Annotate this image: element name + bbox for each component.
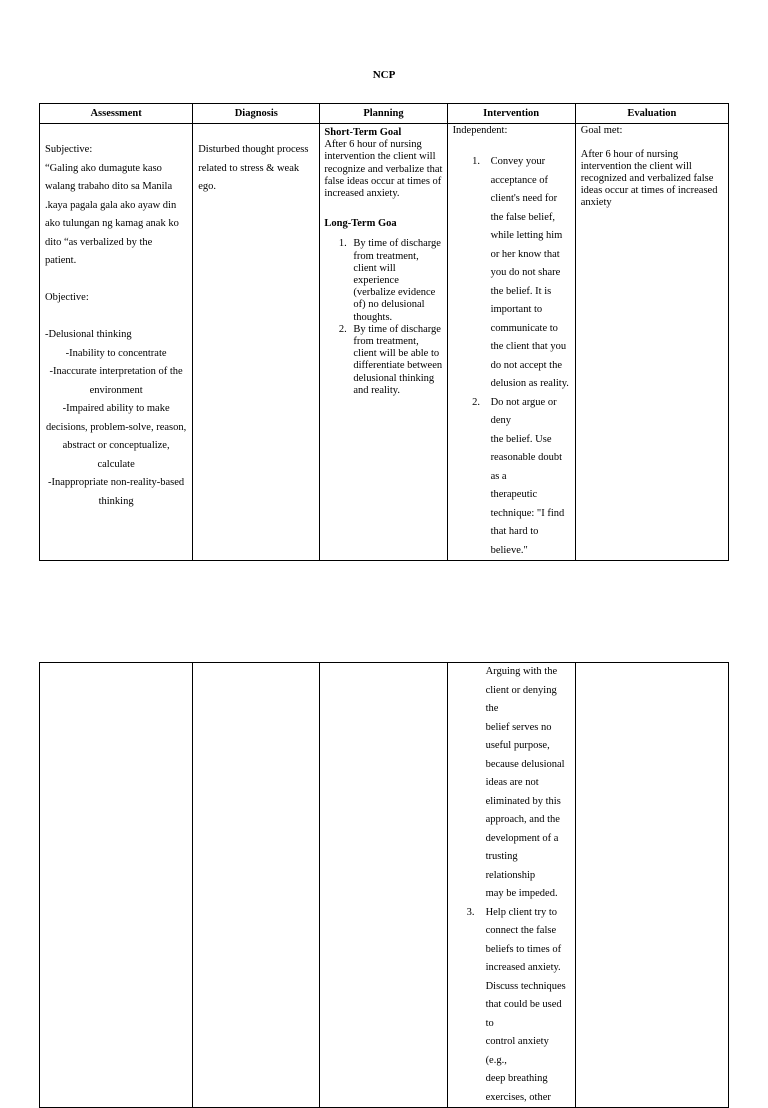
intervention-line: 1. Convey your [490,156,546,167]
diagnosis-line: related to stress & weak [198,162,300,174]
intervention-line: exercises, other [485,1091,551,1103]
diagnosis-line: Disturbed thought process [198,144,309,155]
evaluation-cell-continued [575,663,728,1108]
list-number: 3. [466,906,475,918]
intervention-line: ideas are not [485,777,539,788]
diagnosis-line: ego. [198,181,217,192]
intervention-line: that hard to believe." [490,526,539,556]
long-term-goal-item: 2. By time of discharge from treatment, client will be able to differentiate between delusional thinking and reality. [349,324,442,397]
ncp-table-page-2 [39,662,729,1108]
intervention-line: while letting him [490,230,563,241]
evaluation-text: After 6 hour of nursing intervention the client will recognized and verbalized false ideas occur at times of increased anxiety [580,149,718,208]
intervention-line: trusting relationship [485,851,536,881]
subjective-line: “Galing ako dumagute kaso [45,162,162,174]
intervention-line: belief serves no [485,721,552,733]
objective-line: environment [89,384,143,396]
long-term-goal-label: Long-Term Goa [324,218,397,230]
intervention-line: client's need for [490,193,558,204]
intervention-line: important to [490,304,543,315]
intervention-line: you do not share [490,267,561,278]
intervention-line: the client that you [490,341,567,352]
intervention-line: the belief. Use [490,433,552,445]
intervention-line: useful purpose, [485,740,550,751]
intervention-line: technique: "I find [490,507,565,519]
intervention-item-1 [483,153,570,394]
page-title: NCP [372,69,396,81]
diagnosis-cell [193,124,320,561]
evaluation-label: Goal met: [580,125,623,136]
subjective-line: walang trabaho dito sa Manila [45,181,173,192]
objective-line: decisions, problem-solve, reason, [45,421,187,433]
planning-cell-continued [320,663,447,1108]
subjective-line: patient. [45,255,77,266]
header-intervention: Intervention [447,104,575,124]
objective-line: abstract or conceptualize, [62,440,170,451]
intervention-line: Help client try to [485,906,558,918]
subjective-line: ako tulungan ng kamag anak ko [45,218,179,229]
header-planning: Planning [320,104,447,124]
intervention-cell-continued [447,663,575,1108]
intervention-item-2 [483,394,570,561]
subjective-line: dito “as verbalized by the [45,236,153,248]
ncp-body-row-continued [40,663,729,1108]
objective-line: calculate [97,458,135,470]
header-diagnosis: Diagnosis [193,104,320,124]
header-row [40,104,729,124]
objective-line: thinking [98,495,134,507]
short-term-goal-text: After 6 hour of nursing intervention the client will recognize and verbalize that false ideas occur at times of increased anxiety. [324,139,443,200]
intervention-line: or her know that [490,248,560,260]
intervention-line: beliefs to times of [485,943,562,955]
intervention-line: because delusional [485,758,565,770]
evaluation-cell [575,124,728,561]
header-assessment: Assessment [40,104,193,124]
intervention-line: may be impeded. [485,888,558,899]
intervention-line: reasonable doubt as a [490,452,562,482]
intervention-line: do not accept the [490,359,562,371]
intervention-item-2-continued [486,663,570,904]
intervention-lead: Independent: [452,125,508,136]
objective-line: -Inaccurate interpretation of the [49,366,183,377]
intervention-cell [447,124,575,561]
intervention-line: that could be used to [485,999,562,1029]
objective-label: Objective: [45,292,89,303]
header-evaluation: Evaluation [575,104,728,124]
planning-cell [320,124,447,561]
intervention-line: therapeutic [490,489,538,500]
intervention-line: communicate to [490,322,558,334]
intervention-line: acceptance of [490,174,548,186]
intervention-line: deep breathing [485,1073,548,1084]
intervention-line: the belief. It is [490,285,552,297]
intervention-line: Arguing with the [485,666,558,677]
intervention-line: control anxiety (e.g., [485,1036,549,1066]
intervention-line: development of a [485,832,559,844]
intervention-line: Discuss techniques [485,980,566,992]
objective-line: -Inability to concentrate [65,347,167,359]
ncp-body-row [40,124,729,561]
intervention-line: approach, and the [485,814,560,825]
objective-line: -Impaired ability to make [62,403,170,414]
intervention-item-3 [466,904,570,1108]
ncp-table-page-1 [39,103,729,561]
assessment-cell [40,124,193,561]
diagnosis-cell-continued [193,663,320,1108]
assessment-cell-continued [40,663,193,1108]
subjective-label: Subjective: [45,144,93,155]
objective-line: -Delusional thinking [45,329,132,340]
intervention-line: client or denying the [485,684,557,714]
subjective-line: .kaya pagala gala ako ayaw din [45,199,177,211]
long-term-goal-item: 1. By time of discharge from treatment, client will experience (verbalize evidence of) no delusional thoughts. [349,238,442,323]
intervention-line: delusion as reality. [490,378,569,389]
objective-line: -Inappropriate non-reality-based [48,477,185,488]
intervention-line: connect the false [485,925,557,936]
intervention-line: increased anxiety. [485,962,561,973]
short-term-goal-label: Short-Term Goal [324,127,402,138]
intervention-line: the false belief, [490,211,555,223]
intervention-line: eliminated by this [485,795,561,807]
intervention-line: 2. Do not argue or deny [490,396,557,426]
